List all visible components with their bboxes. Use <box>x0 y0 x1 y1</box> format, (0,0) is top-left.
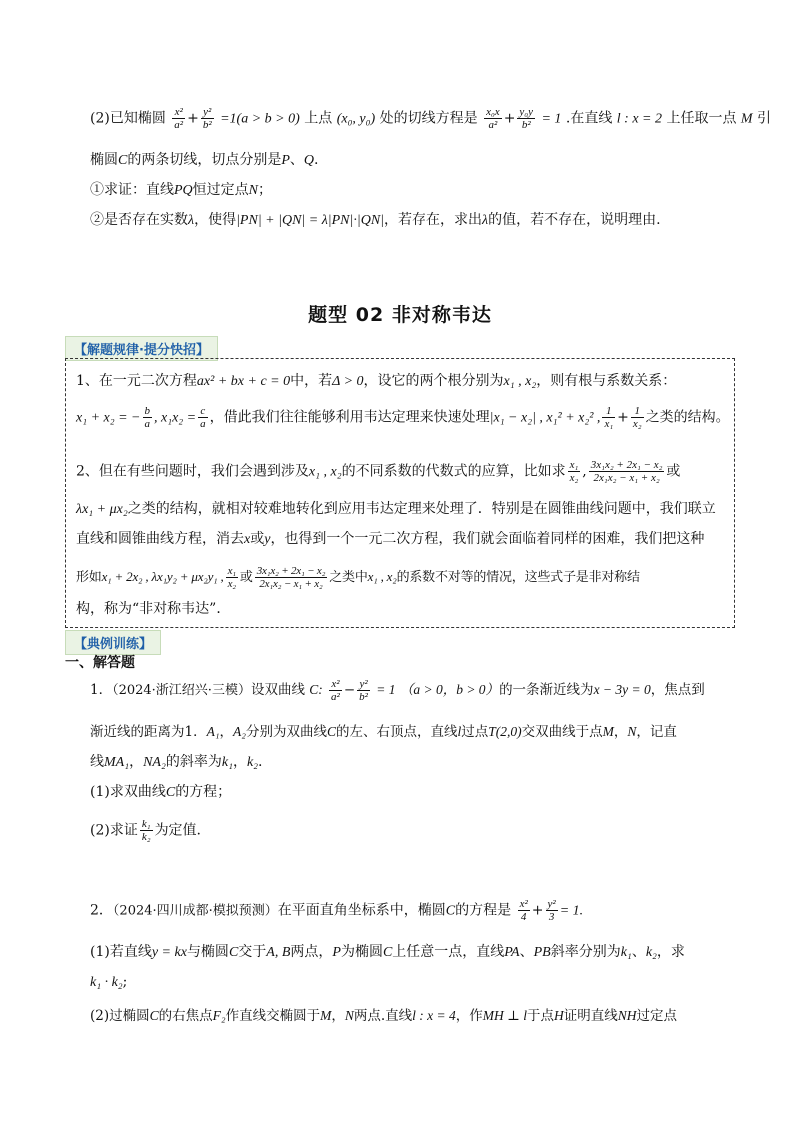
symmetric-expressions: |x₁ − x₂| , x₁² + x₂² , <box>489 410 601 426</box>
text: . <box>258 754 263 770</box>
line-y-kx: y = kx <box>151 945 187 960</box>
text: 1、在一元二次方程 <box>76 373 197 389</box>
fraction-b-a: $\frac{b}{a}$ <box>144 405 151 430</box>
point-P: P <box>281 153 290 168</box>
fraction-1-x2: $\frac{1}{\text{x₂}}$ <box>632 405 642 430</box>
ex1-question-2 <box>90 818 730 843</box>
text: (1)求双曲线 <box>90 784 166 800</box>
variable-x: x <box>244 532 251 547</box>
ellipse-rhs: = 1. <box>559 903 584 919</box>
text: 为定值. <box>154 822 202 839</box>
text: ， <box>129 754 144 770</box>
line-l: l : x = 4 <box>412 1008 456 1023</box>
text: 在平面直角坐标系中，椭圆 <box>277 902 446 919</box>
text: 的左、右顶点，直线 <box>336 724 458 740</box>
text: 与椭圆 <box>186 944 229 960</box>
text: 的两条切线，切点分别是 <box>127 152 282 168</box>
fraction-y2-b2: $\frac{\text{y²}}{\text{b²}}$ <box>202 106 212 131</box>
asymmetric-expressions: x₁ + 2x₂ , λx₁y₂ + μx₂y₁ , <box>101 569 224 584</box>
line-PB: PB <box>533 945 551 960</box>
text: ，使得 <box>194 212 237 228</box>
point-M: M <box>602 724 614 739</box>
line-l: l : x = 2 <box>616 111 662 127</box>
text: 的一条渐近线为 <box>499 682 594 698</box>
vieta-product: , x₁x₂ = <box>154 410 197 426</box>
text: 或 <box>666 463 681 480</box>
text: 椭圆 <box>90 152 118 168</box>
text: ，借此我们往往能够利用韦达定理来快速处理 <box>209 409 490 426</box>
roots: x₁ , x₂ <box>367 569 397 584</box>
text: 的方程是 <box>455 902 512 919</box>
tip-line-6 <box>76 565 724 590</box>
fraction-x1-x2: $\frac{\text{x₁}}{\text{x₂}}$ <box>569 459 579 484</box>
point-x0-y0: (x₀, y₀) <box>336 111 376 127</box>
text: 或 <box>239 570 253 585</box>
line-NH: NH <box>617 1008 637 1023</box>
vertex-A1: A₁ <box>206 724 220 739</box>
point-N: N <box>627 724 637 739</box>
fraction-x2-a2: $\frac{\text{x²}}{\text{a²}}$ <box>331 678 340 703</box>
text: 的斜率为 <box>165 754 222 770</box>
text: 引 <box>757 110 772 127</box>
text: 的值，若不存在，说明理由. <box>488 212 661 228</box>
tips-box <box>65 358 735 628</box>
tangent-equation-rhs: = 1 <box>541 111 562 127</box>
text: ，记直 <box>636 724 677 740</box>
ellipse-C: C <box>445 903 456 919</box>
fraction-y2-b2: $\frac{\text{y²}}{\text{b²}}$ <box>359 678 368 703</box>
points-A-B: A, B <box>266 945 291 960</box>
text: 处的切线方程是 <box>379 110 478 127</box>
intro-line-2 <box>90 148 730 173</box>
text: 设双曲线 <box>250 682 305 698</box>
text: 证明直线 <box>563 1008 618 1024</box>
tip-line-7 <box>76 597 724 621</box>
point-Q: Q <box>303 153 315 168</box>
question-number: 2． <box>90 902 113 919</box>
fraction-c-a: $\frac{c}{a}$ <box>200 405 206 430</box>
text: 的方程； <box>175 784 232 800</box>
perpendicular: MH ⊥ l <box>482 1008 527 1023</box>
text: (1)若直线 <box>90 944 152 960</box>
intro-question-1 <box>90 178 730 203</box>
text: + <box>531 902 544 919</box>
text: ， <box>232 754 247 770</box>
text: ， <box>219 724 234 740</box>
text: 之类的结构，就相对较难地转化到应用韦达定理来处理了．特别是在圆锥曲线问题中，我们联立 <box>127 501 716 517</box>
ex2-question-1-cont: k₁ · k₂; <box>90 974 128 990</box>
text: ，也得到一个一元二次方程，我们就会面临着同样的困难，我们把这种 <box>270 531 705 547</box>
quadratic-equation: ax² + bx + c = 0 <box>196 374 291 389</box>
text: 斜率分别为 <box>550 944 621 960</box>
text: 的右焦点 <box>158 1008 213 1024</box>
section-heading: 一、解答题 <box>65 655 135 671</box>
point-P: P <box>332 945 341 960</box>
text: 于点 <box>526 1008 554 1024</box>
text: 、 <box>631 944 646 960</box>
text: 、 <box>519 944 534 960</box>
fraction-y2-3: $\frac{\text{y²}}{3}$ <box>547 898 556 923</box>
tip-line-4 <box>76 497 724 522</box>
point-N: N <box>248 183 259 198</box>
text: ，焦点到 <box>650 682 705 698</box>
ex1-line-1 <box>90 678 730 703</box>
fraction-y0y-b2: $\frac{\text{y₀y}}{\text{b²}}$ <box>519 106 534 131</box>
line-NA2: NA₂ <box>143 755 166 770</box>
section-title: 题型 02 非对称韦达 <box>308 304 492 326</box>
question-source: （2024·四川成都·模拟预测） <box>112 903 278 919</box>
text: 上点 <box>304 110 333 127</box>
roots: x₁ , x₂ <box>503 374 537 389</box>
text: ， <box>613 724 628 740</box>
ex1-line-2 <box>90 720 730 744</box>
text: ，求 <box>656 944 685 960</box>
fraction-x2-4: $\frac{\text{x²}}{4}$ <box>519 898 528 923</box>
text: ①求证：直线 <box>90 182 174 198</box>
point-N: N <box>344 1008 354 1023</box>
text: (2)过椭圆 <box>90 1008 150 1024</box>
text: 形如 <box>76 570 102 585</box>
point-M: M <box>320 1008 332 1023</box>
ellipse-condition: =1(a > b > 0) <box>220 111 300 127</box>
text: , <box>582 463 587 480</box>
fraction-asymmetric: $\frac{\text{3x₁x₂ + 2x₁ − x₂}}{\text{2x₁x₂ − x₁ + x₂}}$ <box>256 565 326 590</box>
ex1-question-1 <box>90 780 730 805</box>
text: 过点 <box>461 724 489 740</box>
slope-k2: k₂ <box>645 945 657 960</box>
text: 作直线交椭圆于 <box>225 1008 321 1024</box>
slope-k1: k₁ <box>620 945 632 960</box>
line-MA1: MA₁ <box>104 755 130 770</box>
linear-combination: λx₁ + μx₂ <box>76 502 128 517</box>
vertex-A2: A₂ <box>233 724 246 739</box>
line-PQ: PQ <box>174 183 193 198</box>
text: 渐近线的距离为1． <box>90 724 207 740</box>
text: (2)求证 <box>90 822 138 839</box>
text: ，设它的两个根分别为 <box>363 373 504 389</box>
question-number: 1． <box>90 682 113 698</box>
text: 之类的结构。 <box>645 409 730 426</box>
hyperbola-C: C <box>327 724 337 739</box>
tip-line-2: x₁ + x₂ = − $\frac{b}{a}$ , x₁x₂ = $\frac{c}{a}$ ，借此我们往往能够利用韦达定理来快速处理|x₁ − x₂| , x₁² + x₂² , $\frac{1}{\text{x₁}}$ + $\frac{1}{\text{x₂}}$ 之类的结构。 <box>76 405 730 430</box>
vieta-sum: x₁ + x₂ = − <box>76 410 141 426</box>
fraction-k1-k2: $\frac{\text{k₁}}{\text{k₂}}$ <box>141 818 151 843</box>
text: 的系数不对等的情况，这些式子是非对称结 <box>396 570 640 585</box>
text: 构，称为“非对称韦达”． <box>76 601 231 617</box>
intro-question-2 <box>90 208 730 233</box>
ex2-question-2 <box>90 1004 730 1028</box>
text: ，作 <box>455 1008 483 1024</box>
lambda-symbol: λ <box>188 213 195 228</box>
fraction-x2-a2: $\frac{\text{x²}}{\text{a²}}$ <box>174 106 184 131</box>
text: ②是否存在实数 <box>90 212 188 228</box>
ellipse-C: C <box>382 945 393 960</box>
ellipse-C: C <box>149 1008 159 1023</box>
text: 或 <box>250 531 265 547</box>
text: 之类中 <box>329 570 368 585</box>
ex2-question-1 <box>90 940 730 965</box>
text: .在直线 <box>565 110 613 127</box>
tip-line-1 <box>76 369 724 394</box>
lambda-equation: |PN| + |QN| = λ|PN|·|QN| <box>236 213 385 228</box>
text: (2)已知椭圆 <box>90 110 166 127</box>
hyperbola-C: C: <box>309 682 323 697</box>
text: 交双曲线于点 <box>521 724 603 740</box>
text: . <box>314 152 319 168</box>
slope-k2: k₂ <box>246 755 259 770</box>
fraction-x1-x2: $\frac{\text{x₁}}{\text{x₂}}$ <box>227 565 236 590</box>
hyperbola-condition: （a > 0，b > 0） <box>399 682 500 697</box>
ex2-line-1 <box>90 898 730 924</box>
text: 交于 <box>238 944 267 960</box>
fraction-1-x1: $\frac{1}{\text{x₁}}$ <box>604 405 614 430</box>
text: 上任取一点 <box>666 110 737 127</box>
text: 两点.直线 <box>353 1008 413 1024</box>
text: 、 <box>289 152 304 168</box>
text: 两点， <box>290 944 333 960</box>
hyperbola-rhs: = 1 <box>376 682 396 697</box>
ex1-line-3 <box>90 750 730 775</box>
ellipse-C: C <box>118 153 128 168</box>
tip-line-5 <box>76 527 724 552</box>
variable-y: y <box>264 532 271 547</box>
text: − <box>343 682 356 698</box>
text: 分别为双曲线 <box>246 724 327 740</box>
point-T: T(2,0) <box>488 724 522 739</box>
point-H: H <box>553 1008 564 1023</box>
text: 过定点 <box>636 1008 677 1024</box>
tips-label: 【解题规律·提分快招】 <box>65 336 218 361</box>
intro-line-1: (2)已知椭圆 $\frac{\text{x²}}{\text{a²}}$ + $\frac{\text{y²}}{\text{b²}}$ =1(a > b > 0) 上点 (x₀, y₀) 处的切线方程是 $\frac{\text{x₀x}}{\text{a²}}$ + $\frac{\text{y₀y}}{\text{b²}}$ = 1 .在直线 l : x = 2 上任取一点 M 引 <box>90 106 772 131</box>
text: 2、但在有些问题时，我们会遇到涉及 <box>76 463 309 480</box>
text: ； <box>258 182 273 198</box>
roots: x₁ , x₂ <box>308 464 342 480</box>
discriminant-condition: Δ > 0 <box>332 374 364 389</box>
text: 的不同系数的代数式的应算，比如求 <box>341 463 566 480</box>
point-M: M <box>740 111 753 127</box>
text: 为椭圆 <box>340 944 383 960</box>
question-source: （2024·浙江绍兴·三模） <box>112 683 251 698</box>
text: 恒过定点 <box>192 182 249 198</box>
text: 直线和圆锥曲线方程，消去 <box>76 531 244 547</box>
slope-k1: k₁ <box>221 755 233 770</box>
text: 线 <box>90 754 104 770</box>
lambda-symbol: λ <box>482 213 489 228</box>
text: ， <box>331 1008 345 1024</box>
fraction-asymmetric: $\frac{\text{3x₁x₂ + 2x₁ − x₂}}{\text{2x₁x₂ − x₁ + x₂}}$ <box>590 459 663 484</box>
asymptote: x − 3y = 0 <box>593 682 651 697</box>
fraction-x0x-a2: $\frac{\text{x₀x}}{\text{a²}}$ <box>486 106 500 131</box>
line-l: l <box>457 724 462 739</box>
slope-product: k₁ · k₂ <box>90 975 123 990</box>
tip-line-3 <box>76 459 724 485</box>
text: ，则有根与系数关系： <box>536 373 677 389</box>
focus-F2: F₂ <box>212 1008 226 1023</box>
hyperbola-C: C <box>165 785 176 800</box>
ellipse-C: C <box>228 945 239 960</box>
line-PA: PA <box>504 945 520 960</box>
text: 上任意一点，直线 <box>392 944 505 960</box>
text: 中，若 <box>290 373 333 389</box>
text: ，若存在，求出 <box>384 212 483 228</box>
examples-label: 【典例训练】 <box>65 630 161 655</box>
